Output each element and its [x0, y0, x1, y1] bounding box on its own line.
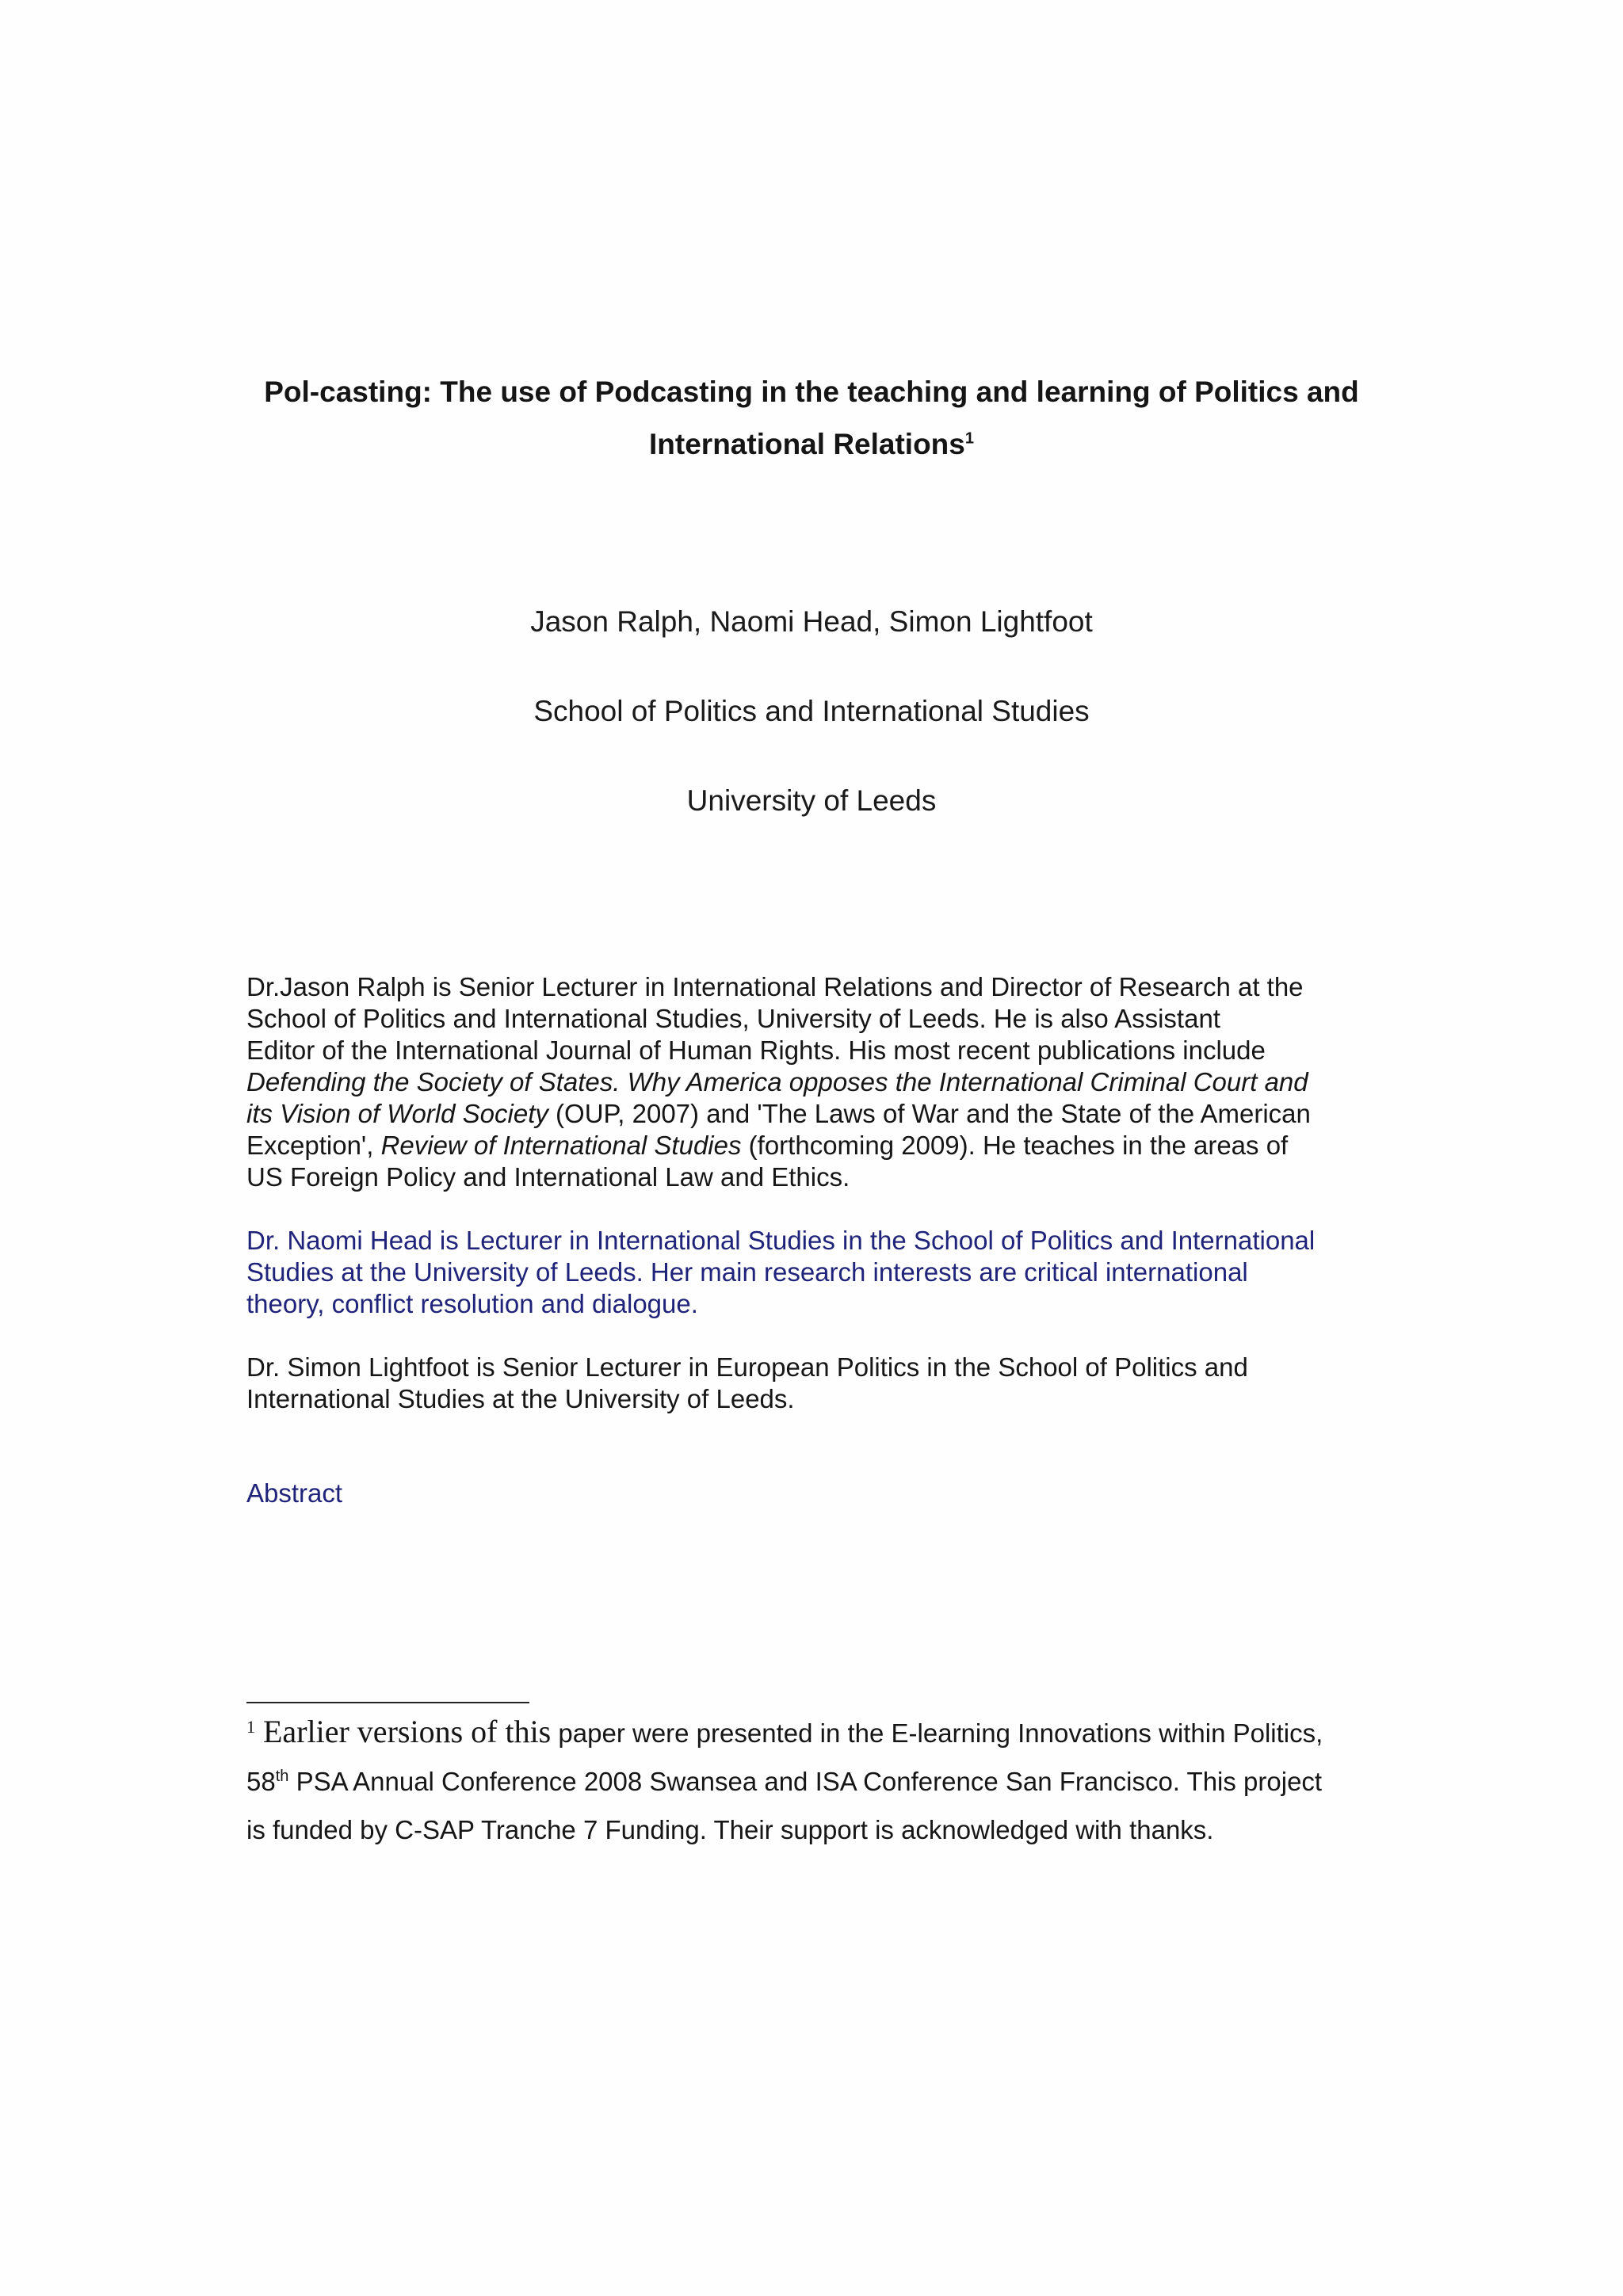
bio-line: School of Politics and International Studies, University of Leeds. He is also Assistant — [246, 1004, 1220, 1033]
footnote-text: PSA Annual Conference 2008 Swansea and ISA Conference San Francisco. This project — [288, 1767, 1323, 1796]
bio-line: US Foreign Policy and International Law and Ethics. — [246, 1162, 850, 1192]
bio-jason-ralph — [246, 971, 1388, 1193]
bio-simon-lightfoot — [246, 1352, 1388, 1415]
title-line-2-text: International Relations — [649, 428, 965, 460]
footnote-line-3: is funded by C-SAP Tranche 7 Funding. Their support is acknowledged with thanks. — [246, 1815, 1214, 1844]
school-name: School of Politics and International Studies — [533, 695, 1090, 727]
title-line-1: Pol-casting: The use of Podcasting in the teaching and learning of Politics and — [264, 376, 1359, 408]
title-line-2 — [238, 418, 1385, 471]
bio-line: International Studies at the University of Leeds. — [246, 1384, 795, 1413]
bio-line — [246, 1098, 1388, 1130]
bio-text: Exception', — [246, 1131, 381, 1160]
bio-text: (OUP, 2007) and 'The Laws of War and the State of the American — [548, 1099, 1311, 1128]
footnote — [246, 1707, 1388, 1854]
university-name: University of Leeds — [686, 784, 937, 817]
footnote-divider — [246, 1702, 529, 1703]
book-title: its Vision of World Society — [246, 1099, 548, 1128]
journal-title: Review of International Studies — [380, 1131, 742, 1160]
bio-line: theory, conflict resolution and dialogue. — [246, 1289, 698, 1318]
author-list: Jason Ralph, Naomi Head, Simon Lightfoot — [530, 605, 1093, 638]
footnote-text: paper were presented in the E-learning Innovations within Politics, — [551, 1718, 1323, 1748]
bio-text: (forthcoming 2009). He teaches in the areas of — [741, 1131, 1289, 1160]
footnote-mark: 1 — [246, 1717, 255, 1737]
bio-line: Editor of the International Journal of Human Rights. His most recent publications include — [246, 1035, 1266, 1065]
bio-line: Defending the Society of States. Why America opposes the International Criminal Court and — [246, 1067, 1308, 1097]
footnote-ordinal-suffix: th — [275, 1768, 289, 1785]
bio-line: Dr. Naomi Head is Lecturer in International Studies in the School of Politics and International — [246, 1226, 1316, 1255]
bio-naomi-head — [246, 1225, 1388, 1320]
paper-title — [238, 366, 1385, 471]
footnote-line-2 — [246, 1757, 1388, 1806]
bio-line: Studies at the University of Leeds. Her main research interests are critical international — [246, 1257, 1248, 1287]
title-footnote-mark: 1 — [964, 429, 974, 448]
footnote-serif-text: Earlier versions of this — [255, 1714, 552, 1749]
bio-line: Dr.Jason Ralph is Senior Lecturer in International Relations and Director of Research at the — [246, 972, 1304, 1001]
abstract-heading: Abstract — [246, 1478, 343, 1508]
footnote-ordinal-number: 58 — [246, 1767, 276, 1796]
footnote-line-1 — [246, 1707, 1388, 1757]
bio-line: Dr. Simon Lightfoot is Senior Lecturer in European Politics in the School of Politics and — [246, 1352, 1248, 1382]
bio-line — [246, 1130, 1388, 1161]
